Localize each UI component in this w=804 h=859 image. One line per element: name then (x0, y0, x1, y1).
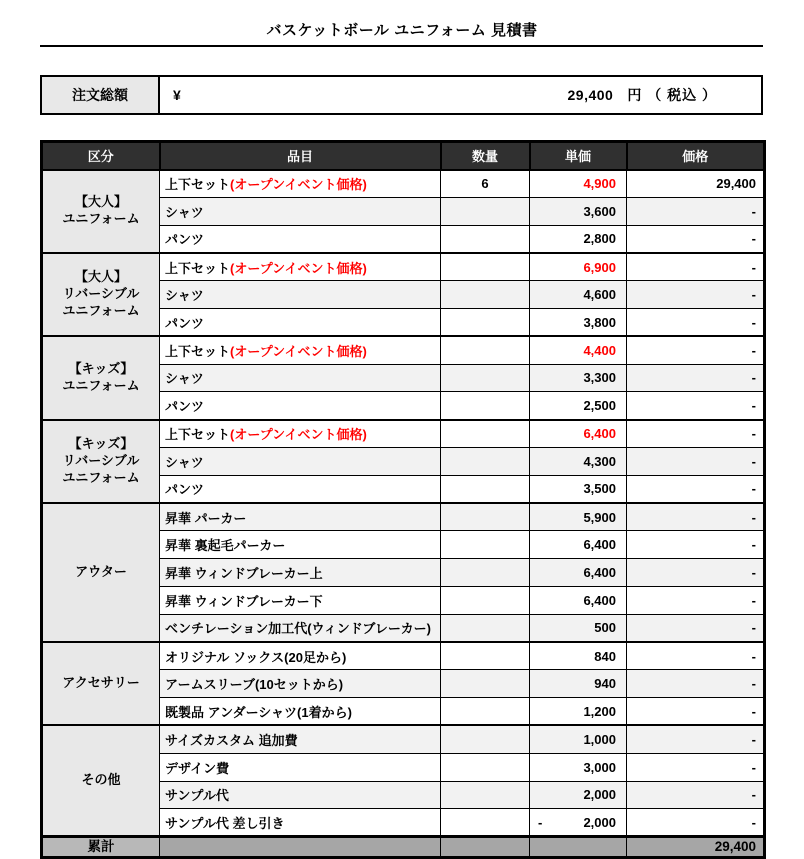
unit-price-cell: 500 (530, 614, 627, 642)
item-cell (160, 392, 441, 420)
unit-price-cell: 3,300 (530, 364, 627, 392)
unit-price-cell: 4,300 (530, 447, 627, 475)
quantity-cell (441, 281, 530, 309)
unit-price-value: 2,000 (583, 814, 616, 830)
price-cell: - (627, 420, 765, 448)
price-cell: - (627, 475, 765, 503)
quantity-cell (441, 586, 530, 614)
item-name: パンツ (165, 482, 205, 498)
item-cell (160, 503, 441, 531)
category-line: アクセサリー (62, 675, 140, 691)
category-cell (42, 642, 160, 725)
unit-price-cell: 840 (530, 642, 627, 670)
item-name: シャツ (165, 204, 204, 220)
price-cell: - (627, 586, 765, 614)
quantity-cell (441, 475, 530, 503)
title-underline (40, 45, 763, 47)
category-line: ユニフォーム (62, 303, 140, 319)
unit-price-cell: 1,000 (530, 725, 627, 753)
category-cell (42, 503, 160, 642)
item-name: 昇華 裏起毛パーカー (165, 538, 286, 554)
price-cell: - (627, 225, 765, 253)
page-title: バスケットボール ユニフォーム 見積書 (266, 22, 538, 39)
item-name: パンツ (165, 399, 205, 415)
item-name: デザイン費 (165, 760, 230, 776)
category-cell (42, 420, 160, 503)
table-body (42, 170, 765, 858)
price-cell: - (627, 698, 765, 726)
item-name: サンプル代 (165, 788, 229, 804)
grand-total-label: 累計 (42, 837, 160, 858)
item-cell (160, 586, 441, 614)
item-cell (160, 559, 441, 587)
quantity-cell (441, 392, 530, 420)
price-cell: - (627, 781, 765, 809)
quantity-cell (441, 197, 530, 225)
quantity-cell: 6 (441, 170, 530, 198)
quantity-cell (441, 225, 530, 253)
item-cell (160, 642, 441, 670)
item-name: オリジナル ソックス(20足から) (165, 649, 347, 665)
quantity-cell (441, 698, 530, 726)
category-line: 【大人】 (74, 194, 127, 210)
category-line: 【キッズ】 (68, 436, 134, 452)
item-name: シャツ (165, 371, 204, 387)
quantity-cell (441, 781, 530, 809)
item-cell (160, 781, 441, 809)
price-cell: - (627, 308, 765, 336)
table-row (42, 642, 765, 670)
item-cell (160, 447, 441, 475)
order-total-unit: 円 （ 税込 ） (627, 87, 717, 103)
table-row (42, 253, 765, 281)
item-name: 上下セット (165, 177, 231, 193)
order-total-label: 注文総額 (42, 77, 160, 113)
table-row (42, 503, 765, 531)
category-cell (42, 336, 160, 419)
item-note: (オープンイベント価格) (230, 343, 367, 359)
price-cell: 29,400 (627, 170, 765, 198)
category-line: 【大人】 (74, 269, 127, 285)
quantity-cell (441, 642, 530, 670)
price-cell: - (627, 753, 765, 781)
item-name: シャツ (165, 454, 204, 470)
item-cell (160, 531, 441, 559)
item-name: 既製品 アンダーシャツ(1着から) (165, 704, 352, 720)
quantity-cell (441, 447, 530, 475)
item-cell (160, 197, 441, 225)
empty-cell (530, 837, 627, 858)
quantity-cell (441, 809, 530, 837)
unit-price-cell: 1,200 (530, 698, 627, 726)
item-name: シャツ (165, 288, 204, 304)
item-cell (160, 809, 441, 837)
price-cell: - (627, 725, 765, 753)
item-name: 上下セット (165, 427, 231, 443)
order-total-box (40, 75, 763, 115)
unit-price-cell: 4,600 (530, 281, 627, 309)
item-cell (160, 253, 441, 281)
item-cell (160, 336, 441, 364)
quantity-cell (441, 614, 530, 642)
category-line: ユニフォーム (62, 377, 140, 393)
price-cell: - (627, 336, 765, 364)
item-note: (オープンイベント価格) (230, 260, 367, 276)
order-total-amount: 29,400 (567, 87, 614, 103)
price-cell: - (627, 670, 765, 698)
item-name: 上下セット (165, 260, 231, 276)
item-name: 昇華 ウィンドブレーカー下 (165, 593, 323, 609)
category-line: アウター (75, 564, 127, 580)
price-cell: - (627, 614, 765, 642)
table-row (42, 837, 765, 858)
item-cell (160, 698, 441, 726)
item-cell (160, 281, 441, 309)
table-header-row (42, 142, 765, 170)
category-cell (42, 725, 160, 836)
order-total-value (160, 77, 761, 113)
unit-price-cell: 2,500 (530, 392, 627, 420)
unit-price-cell: 2,800 (530, 225, 627, 253)
item-name: サイズカスタム 追加費 (165, 733, 298, 749)
unit-price-cell: 940 (530, 670, 627, 698)
price-cell: - (627, 197, 765, 225)
quantity-cell (441, 753, 530, 781)
price-cell: - (627, 364, 765, 392)
item-cell (160, 725, 441, 753)
category-line: その他 (81, 772, 121, 788)
item-name: アームスリーブ(10セットから) (165, 677, 344, 693)
price-cell: - (627, 642, 765, 670)
quantity-cell (441, 670, 530, 698)
empty-cell (160, 837, 441, 858)
unit-price-cell: 3,000 (530, 753, 627, 781)
price-cell: - (627, 392, 765, 420)
item-name: 上下セット (165, 343, 231, 359)
item-name: 昇華 パーカー (165, 510, 247, 526)
item-cell (160, 614, 441, 642)
unit-price-cell: 6,400 (530, 531, 627, 559)
grand-total-value: 29,400 (627, 837, 765, 858)
unit-price-cell: 3,600 (530, 197, 627, 225)
unit-price-cell: 4,900 (530, 170, 627, 198)
quantity-cell (441, 253, 530, 281)
item-cell (160, 225, 441, 253)
item-cell (160, 420, 441, 448)
item-cell (160, 170, 441, 198)
category-cell (42, 170, 160, 253)
unit-price-cell: 3,800 (530, 308, 627, 336)
item-name: サンプル代 差し引き (165, 815, 285, 831)
table-row (42, 336, 765, 364)
unit-price-accounting (530, 815, 616, 830)
item-note: (オープンイベント価格) (230, 427, 367, 443)
category-line: リバーシブル (62, 286, 140, 302)
price-cell: - (627, 531, 765, 559)
item-name: パンツ (165, 315, 205, 331)
quantity-cell (441, 308, 530, 336)
table-row (42, 420, 765, 448)
item-cell (160, 670, 441, 698)
item-note: (オープンイベント価格) (230, 177, 367, 193)
unit-price-cell: 6,400 (530, 559, 627, 587)
quantity-cell (441, 336, 530, 364)
col-header-category: 区分 (42, 142, 160, 170)
category-line: 【キッズ】 (68, 361, 134, 377)
quantity-cell (441, 531, 530, 559)
unit-price-cell: 4,400 (530, 336, 627, 364)
currency-symbol: ¥ (173, 87, 181, 103)
col-header-price: 価格 (627, 142, 765, 170)
price-cell: - (627, 503, 765, 531)
category-line: ユニフォーム (62, 469, 140, 485)
price-cell: - (627, 281, 765, 309)
table-row (42, 170, 765, 198)
item-name: 昇華 ウィンドブレーカー上 (165, 566, 323, 582)
unit-price-cell: 6,400 (530, 586, 627, 614)
quantity-cell (441, 725, 530, 753)
minus-sign: - (538, 814, 543, 830)
category-line: ユニフォーム (62, 211, 140, 227)
price-cell: - (627, 253, 765, 281)
item-cell (160, 308, 441, 336)
col-header-item: 品目 (160, 142, 441, 170)
item-cell (160, 753, 441, 781)
unit-price-cell: 6,900 (530, 253, 627, 281)
empty-cell (441, 837, 530, 858)
col-header-quantity: 数量 (441, 142, 530, 170)
unit-price-cell: 2,000 (530, 781, 627, 809)
quantity-cell (441, 503, 530, 531)
quantity-cell (441, 420, 530, 448)
quotation-table (40, 140, 766, 859)
col-header-unit-price: 単価 (530, 142, 627, 170)
price-cell: - (627, 447, 765, 475)
category-cell (42, 253, 160, 336)
table-row (42, 725, 765, 753)
price-cell: - (627, 559, 765, 587)
unit-price-cell (530, 809, 627, 837)
unit-price-cell: 3,500 (530, 475, 627, 503)
unit-price-cell: 6,400 (530, 420, 627, 448)
item-name: パンツ (165, 232, 205, 248)
quantity-cell (441, 559, 530, 587)
item-cell (160, 364, 441, 392)
quantity-cell (441, 364, 530, 392)
table-row (42, 142, 765, 170)
item-cell (160, 475, 441, 503)
unit-price-cell: 5,900 (530, 503, 627, 531)
price-cell: - (627, 809, 765, 837)
category-line: リバーシブル (62, 452, 140, 468)
item-name: ベンチレーション加工代(ウィンドブレーカー) (165, 621, 431, 637)
